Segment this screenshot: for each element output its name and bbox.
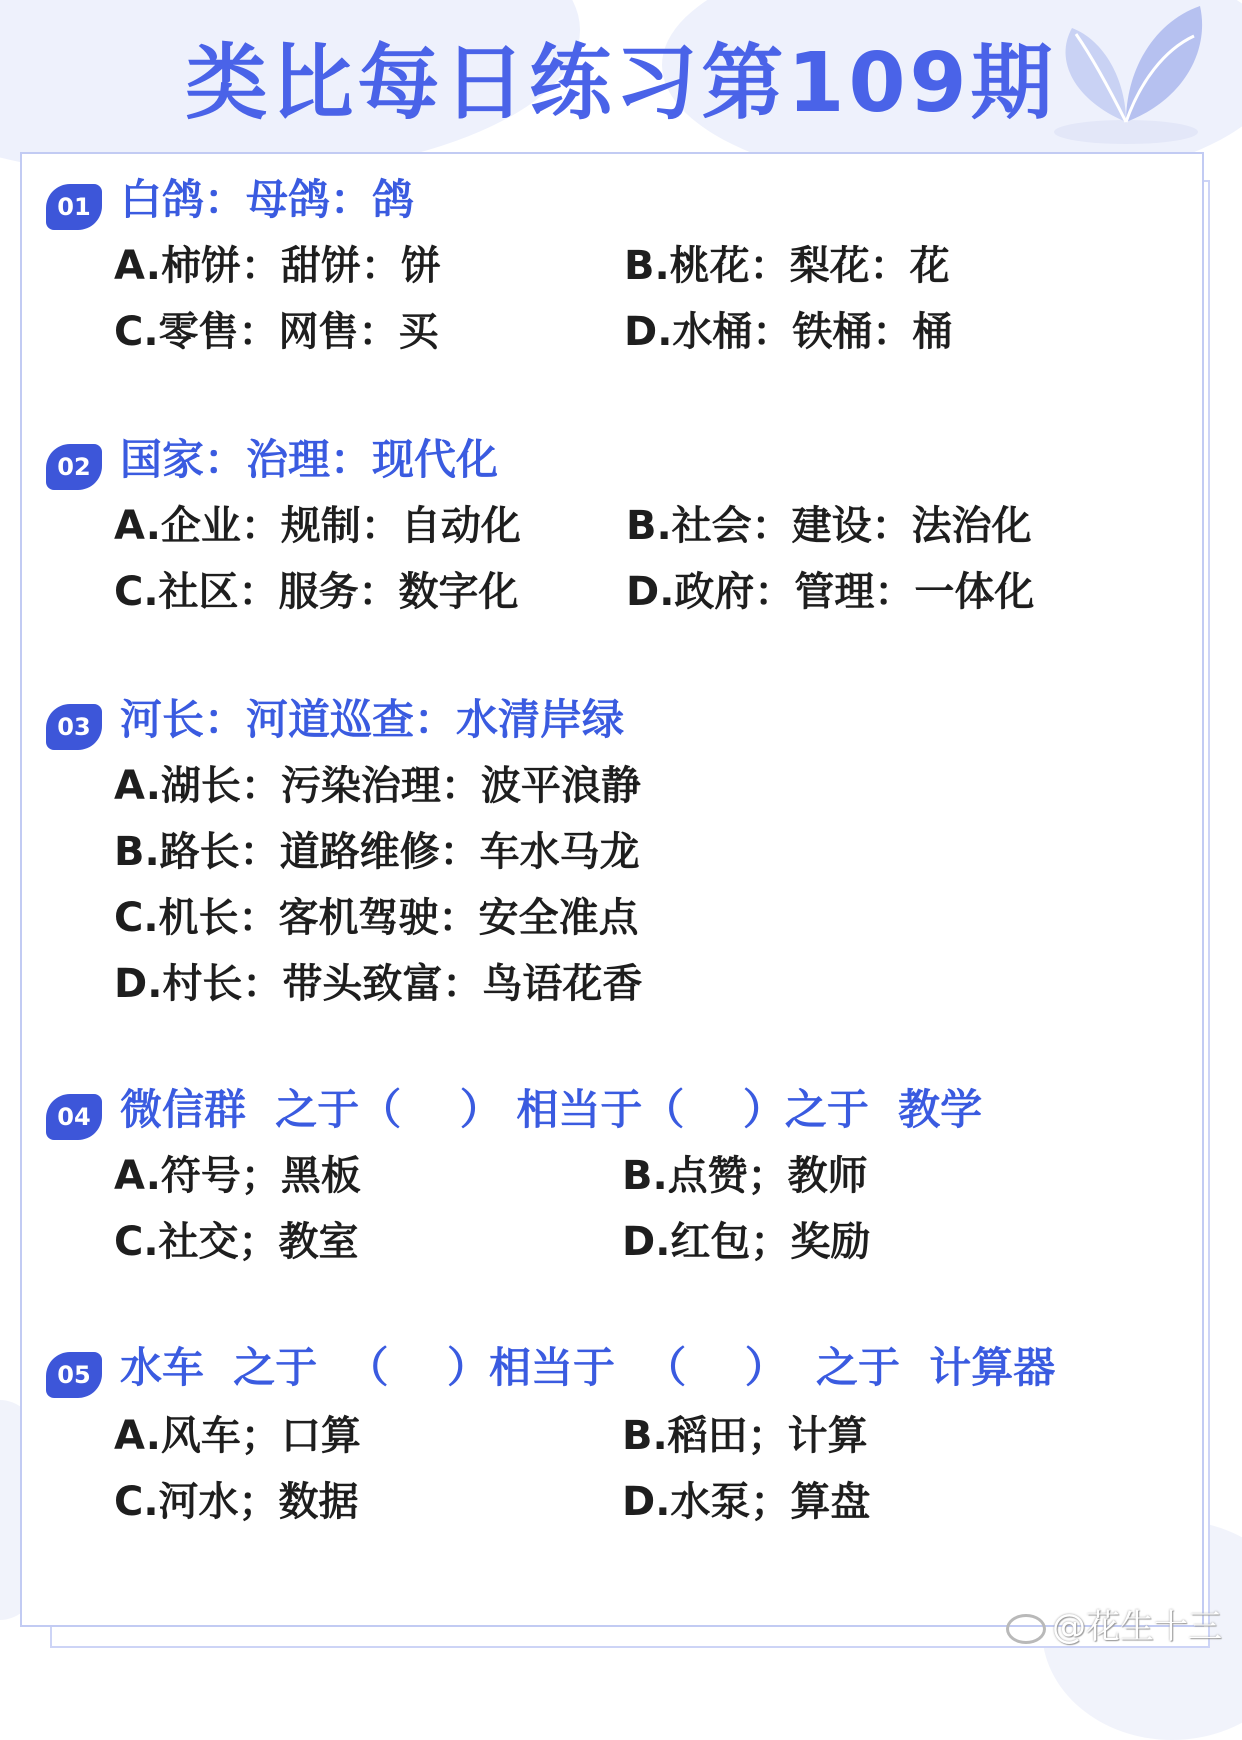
question-card (20, 152, 1204, 1627)
option-c: C.零售：网售：买 (114, 309, 439, 355)
watermark-text: @花生十三 (1052, 1607, 1222, 1647)
option-d: D.红包；奖励 (622, 1219, 871, 1265)
option-d: D.村长：带头致富：鸟语花香 (114, 961, 643, 1007)
page-title: 类比每日练习第109期 (185, 36, 1057, 131)
option-c: C.社交；教室 (114, 1219, 359, 1265)
option-b: B.社会：建设：法治化 (626, 503, 1032, 549)
option-c: C.社区：服务：数字化 (114, 569, 519, 615)
watermark (1006, 1599, 1222, 1648)
option-a: A.柿饼：甜饼：饼 (114, 243, 441, 289)
question-stem: 河长：河道巡查：水清岸绿 (120, 695, 625, 744)
option-a: A.符号；黑板 (114, 1153, 361, 1199)
option-b: B.桃花：梨花：花 (624, 243, 950, 289)
option-d: D.水泵；算盘 (622, 1479, 871, 1525)
option-b: B.点赞；教师 (622, 1153, 868, 1199)
question-number-badge: 04 (46, 1094, 102, 1140)
question-number-badge: 03 (46, 704, 102, 750)
weibo-icon (1006, 1614, 1046, 1644)
option-a: A.企业：规制：自动化 (114, 503, 521, 549)
question-stem: 水车 之于 （ ）相当于 （ ） 之于 计算器 (120, 1343, 1056, 1392)
option-c: C.机长：客机驾驶：安全准点 (114, 895, 639, 941)
option-a: A.风车；口算 (114, 1413, 361, 1459)
question-stem: 白鸽：母鸽：鸽 (120, 175, 415, 224)
option-d: D.水桶：铁桶：桶 (624, 309, 953, 355)
option-c: C.河水；数据 (114, 1479, 359, 1525)
question-number-badge: 02 (46, 444, 102, 490)
option-b: B.稻田；计算 (622, 1413, 868, 1459)
option-b: B.路长：道路维修：车水马龙 (114, 829, 640, 875)
option-a: A.湖长：污染治理：波平浪静 (114, 763, 641, 809)
option-d: D.政府：管理：一体化 (626, 569, 1035, 615)
question-stem: 国家：治理：现代化 (120, 435, 499, 484)
question-number-badge: 05 (46, 1352, 102, 1398)
question-number-badge: 01 (46, 184, 102, 230)
question-stem: 微信群 之于（ ） 相当于（ ）之于 教学 (120, 1085, 983, 1134)
